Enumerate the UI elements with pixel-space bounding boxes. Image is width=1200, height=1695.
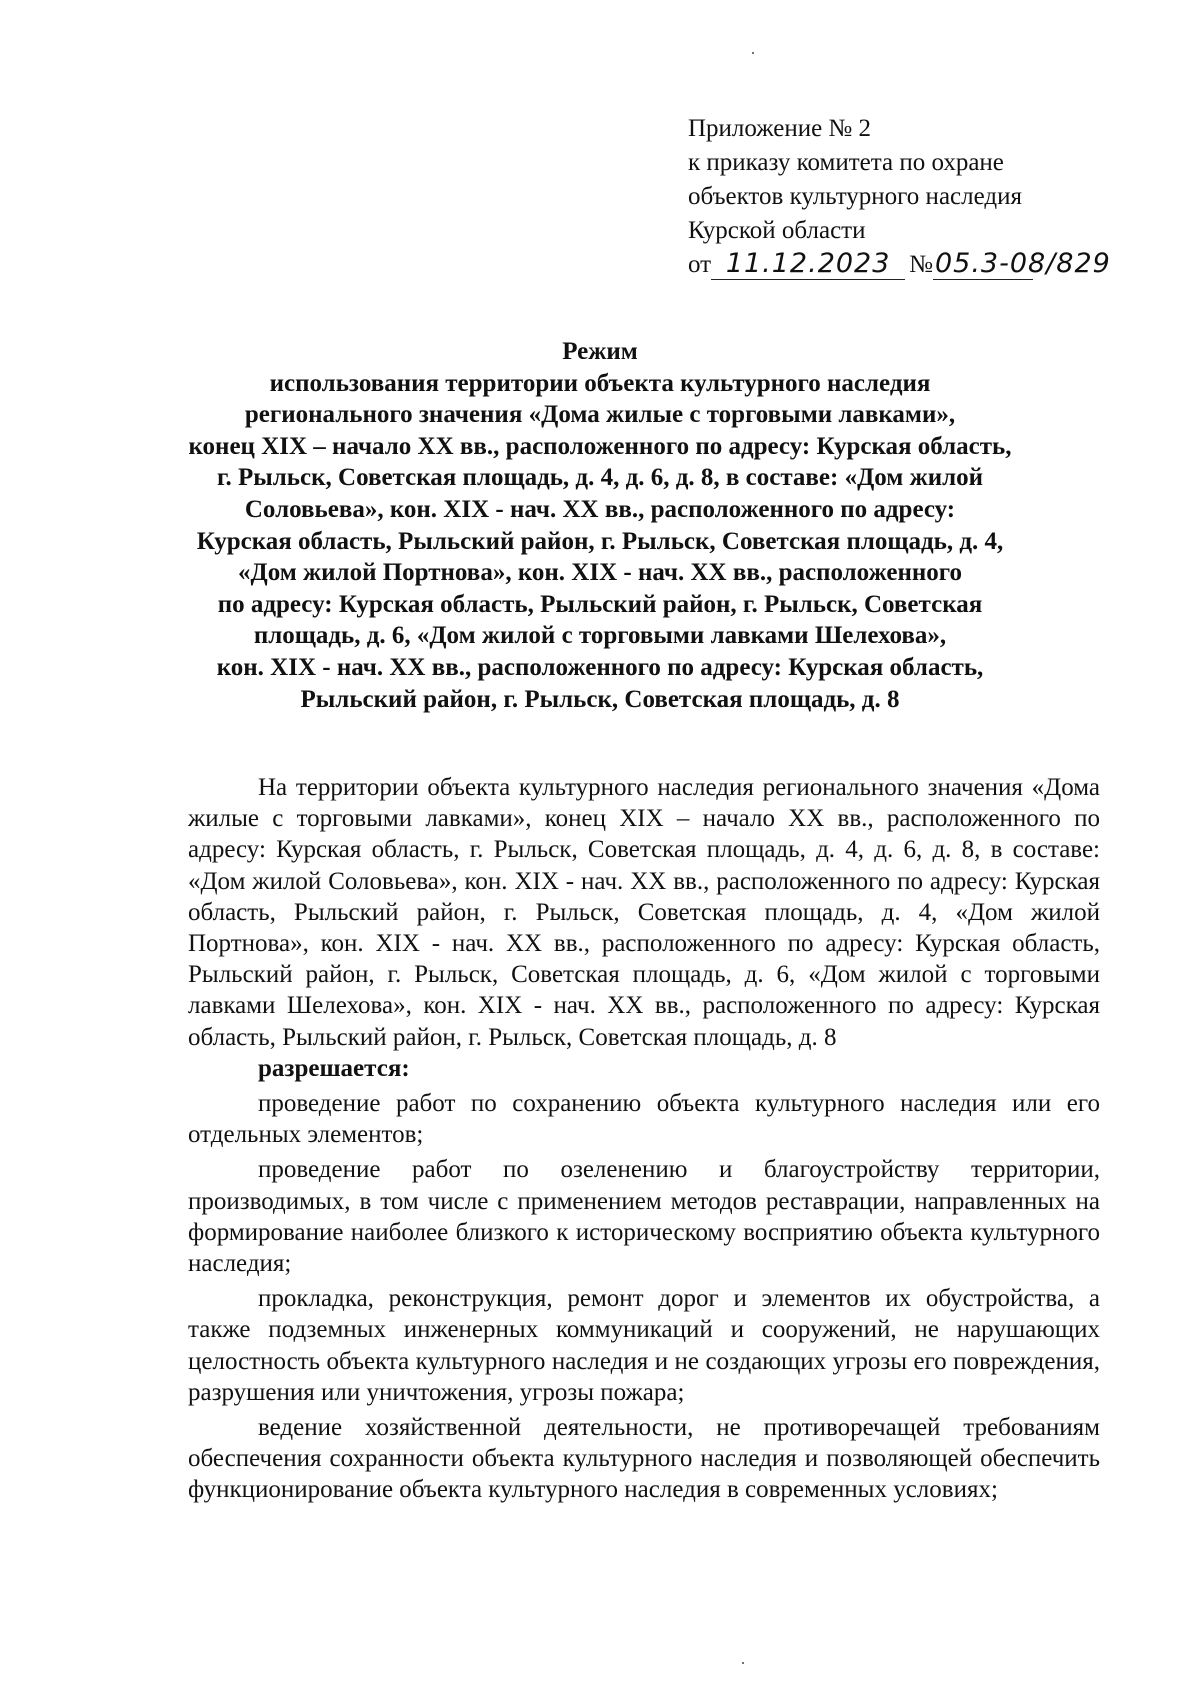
scan-speck bbox=[752, 52, 754, 54]
title-line: регионального значения «Дома жилые с торговыми лавками», bbox=[244, 401, 956, 429]
intro-paragraph: На территории объекта культурного наследия регионального значения «Дома жилые с торговыми лавками», конец XIX – начало XX вв., расположенного по адресу: Курская область, г. Рыльск, Советская площадь, д. 4, д. 6, д. 8, в составе: «Дом жилой Соловьева», кон. XIX - нач. XX вв., расположенного по адресу: Курская область, Рыльский район, г. Рыльск, Советская площадь, д. 4, «Дом жилой Портнова», кон. XIX - нач. XX вв., расположенного по адресу: Курская область, Рыльский район, г. Рыльск, Советская площадь, д. 6, «Дом жилой с торговыми лавками Шелехова», кон. XIX - нач. XX вв., расположенного по адресу: Курская область, Рыльский район, г. Рыльск, Советская площадь, д. 8 bbox=[188, 774, 1100, 1051]
date-prefix: от bbox=[688, 251, 712, 278]
allowed-item: проведение работ по озеленению и благоустройству территории, производимых, в том числе с применением методов реставрации, направленных на формирование наиболее близкого к историческому восприятию объекта культурного наследия; bbox=[188, 1156, 1100, 1278]
title-line: использования территории объекта культурного наследия bbox=[269, 369, 931, 397]
title-line: «Дом жилой Портнова», кон. XIX - нач. XX вв., расположенного bbox=[238, 559, 962, 587]
appendix-committee: объектов культурного наследия bbox=[688, 183, 1022, 210]
handwritten-date: 11.12.2023 bbox=[711, 249, 905, 280]
scan-speck bbox=[742, 1662, 744, 1664]
title-line: Курская область, Рыльский район, г. Рыльск, Советская площадь, д. 4, bbox=[196, 527, 1004, 555]
number-prefix: № bbox=[909, 251, 933, 278]
appendix-order-ref: к приказу комитета по охране bbox=[688, 149, 1004, 176]
appendix-date-line bbox=[688, 248, 1168, 282]
appendix-header bbox=[688, 112, 1168, 282]
title-line: г. Рыльск, Советская площадь, д. 4, д. 6, д. 8, в составе: «Дом жилой bbox=[216, 464, 984, 492]
title-line: площадь, д. 6, «Дом жилой с торговыми лавками Шелехова», bbox=[253, 622, 947, 650]
appendix-region: Курской области bbox=[688, 217, 866, 244]
document-body bbox=[188, 772, 1100, 1506]
title-line: конец XIX – начало XX вв., расположенного по адресу: Курская область, bbox=[188, 432, 1012, 460]
title-line: Рыльский район, г. Рыльск, Советская площадь, д. 8 bbox=[300, 685, 900, 713]
handwritten-number: 05.3-08/829 bbox=[934, 248, 1111, 279]
allowed-item: проведение работ по сохранению объекта культурного наследия или его отдельных элементов; bbox=[188, 1090, 1100, 1149]
allowed-item: прокладка, реконструкция, ремонт дорог и элементов их обустройства, а также подземных инженерных коммуникаций и сооружений, не нарушающих целостность объекта культурного наследия и не создающих угрозы его повреждения, разрушения или уничтожения, угрозы пожара; bbox=[188, 1285, 1100, 1406]
title-line: Режим bbox=[562, 338, 638, 365]
allowed-item: ведение хозяйственной деятельности, не противоречащей требованиям обеспечения сохранности объекта культурного наследия и позволяющей обеспечить функционирование объекта культурного наследия в современных условиях; bbox=[188, 1414, 1100, 1504]
title-line: по адресу: Курская область, Рыльский район, г. Рыльск, Советская bbox=[217, 590, 983, 618]
document-title bbox=[150, 336, 1050, 715]
title-line: кон. XIX - нач. XX вв., расположенного по адресу: Курская область, bbox=[216, 653, 984, 681]
number-underline bbox=[933, 279, 1033, 280]
appendix-number: Приложение № 2 bbox=[688, 115, 872, 142]
allowed-label: разрешается: bbox=[258, 1054, 410, 1082]
title-line: Соловьева», кон. XIX - нач. XX вв., расположенного по адресу: bbox=[244, 495, 956, 523]
handwritten-number-wrap bbox=[933, 248, 1111, 282]
